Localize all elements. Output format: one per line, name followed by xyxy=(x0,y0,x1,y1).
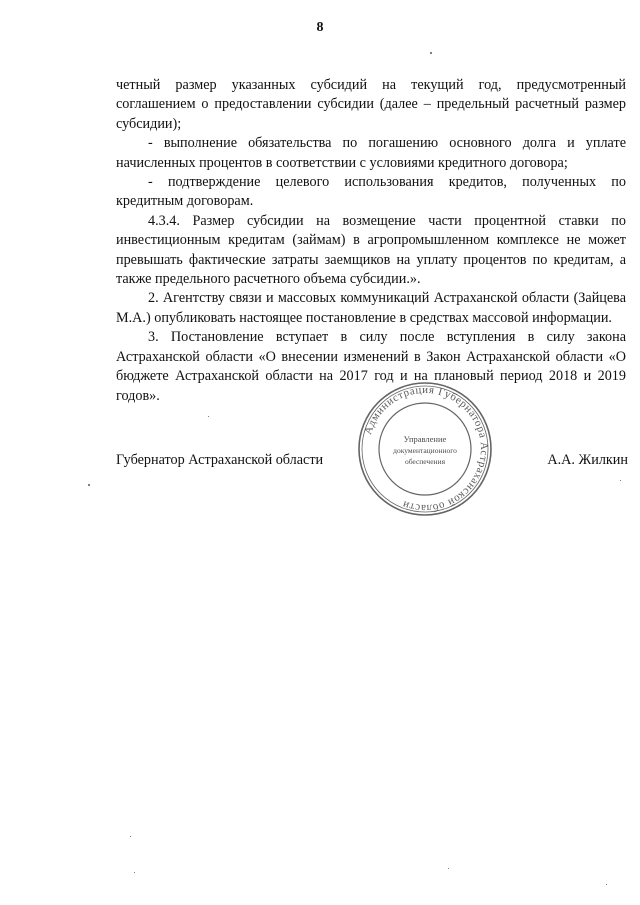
paragraph-continuation: четный размер указанных субсидий на текущий год, предусмотренный соглашением о предоставлении субсидии (далее – предельный расчетный размер субсидии); xyxy=(116,77,626,132)
paragraph-4-3-4: 4.3.4. Размер субсидии на возмещение части процентной ставки по инвестиционным кредитам (займам) в агропромышленном комплексе не может превышать фактические затраты заемщиков на уплату процентов по кредитам, а также предельного расчетного объема субсидии.». xyxy=(116,212,626,288)
paragraph-effective-date: 3. Постановление вступает в силу после вступления в силу закона Астраханской области «О внесении изменений в Закон Астраханской области «О бюджете Астраханской области на 2017 год и на плановый период 2018 и 2019 годов». xyxy=(116,329,626,404)
stamp-inner-line1: Управление xyxy=(403,434,447,444)
scan-speck xyxy=(620,480,621,481)
stamp-inner-line2: документационного xyxy=(393,446,457,455)
signatory-name: А.А. Жилкин xyxy=(547,452,628,468)
scan-speck xyxy=(208,416,209,417)
paragraph-publication: 2. Агентству связи и массовых коммуникаций Астраханской области (Зайцева М.А.) опубликовать настоящее постановление в средствах массовой информации. xyxy=(116,290,626,326)
scan-speck xyxy=(448,868,449,869)
document-body xyxy=(116,76,626,406)
scan-speck xyxy=(430,52,432,54)
page-number: 8 xyxy=(316,20,324,35)
scan-speck xyxy=(606,884,607,885)
scan-speck xyxy=(88,484,90,486)
signatory-title: Губернатор Астраханской области xyxy=(116,452,324,468)
stamp-inner-line3: обеспечения xyxy=(404,457,446,466)
paragraph-debt-obligation: - выполнение обязательства по погашению основного долга и уплате начисленных процентов в соответствии с условиями кредитного договора; xyxy=(116,135,626,171)
scan-speck xyxy=(130,836,131,837)
official-seal-stamp xyxy=(355,379,495,519)
scan-speck xyxy=(134,872,135,873)
stamp-outer-text: Администрация Губернатора Астраханской области xyxy=(362,383,491,515)
paragraph-target-use: - подтверждение целевого использования кредитов, полученных по кредитным договорам. xyxy=(116,174,626,210)
